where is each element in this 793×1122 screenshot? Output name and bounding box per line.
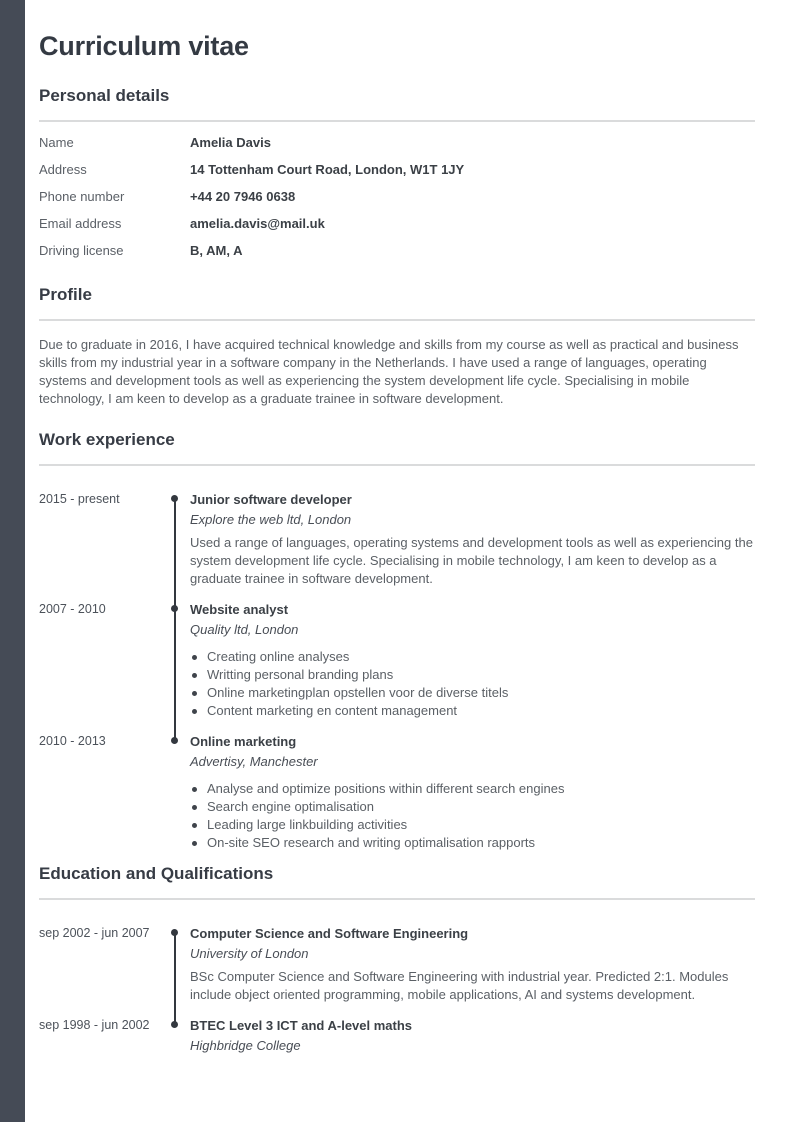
work-experience-entry bbox=[39, 490, 755, 600]
personal-details-heading: Personal details bbox=[39, 86, 170, 106]
entry-date-range: sep 2002 - jun 2007 bbox=[39, 926, 150, 941]
profile-heading: Profile bbox=[39, 285, 92, 305]
entry-date-range: 2015 - present bbox=[39, 492, 120, 507]
section-personal-details bbox=[39, 86, 755, 264]
field-label: Address bbox=[39, 162, 87, 178]
timeline-dot-icon bbox=[171, 605, 178, 612]
section-divider bbox=[39, 898, 755, 900]
entry-job-title: Online marketing bbox=[190, 734, 297, 750]
entry-institution: University of London bbox=[190, 946, 309, 962]
entry-institution: Highbridge College bbox=[190, 1038, 301, 1054]
work-experience-timeline bbox=[39, 490, 755, 852]
personal-field-row bbox=[39, 183, 755, 210]
entry-bullet-item: Creating online analyses bbox=[190, 648, 755, 666]
entry-bullet-item: Online marketingplan opstellen voor de diverse titels bbox=[190, 684, 755, 702]
field-label: Driving license bbox=[39, 243, 124, 259]
section-divider bbox=[39, 120, 755, 122]
cv-document bbox=[39, 0, 755, 1056]
page-margin-strip bbox=[0, 0, 25, 1122]
entry-bullet-item: Leading large linkbuilding activities bbox=[190, 816, 755, 834]
field-value: +44 20 7946 0638 bbox=[190, 189, 296, 205]
section-divider bbox=[39, 464, 755, 466]
entry-date-range: 2007 - 2010 bbox=[39, 602, 106, 617]
education-timeline bbox=[39, 924, 755, 1056]
field-label: Name bbox=[39, 135, 74, 151]
timeline-connector-line bbox=[174, 498, 176, 609]
field-label: Email address bbox=[39, 216, 122, 232]
entry-bullet-item: On-site SEO research and writing optimalisation rapports bbox=[190, 834, 755, 852]
field-value: Amelia Davis bbox=[190, 135, 271, 151]
entry-description: Used a range of languages, operating systems and development tools as well as experiencing the system development life cycle. Specialising in mobile technology, I am keen to develop as a graduate trainee in software development. bbox=[190, 535, 753, 587]
personal-details-table bbox=[39, 129, 755, 264]
entry-organization: Quality ltd, London bbox=[190, 622, 299, 638]
entry-degree-title: Computer Science and Software Engineering bbox=[190, 926, 469, 942]
timeline-dot-icon bbox=[171, 929, 178, 936]
personal-field-row bbox=[39, 129, 755, 156]
profile-text: Due to graduate in 2016, I have acquired technical knowledge and skills from my course as well as practical and business skills from my industrial year in a software company in the Netherlands. I have used a range of languages, operating systems and development tools as well as experiencing the system development life cycle. Specialising in mobile technology, I am keen to develop as a graduate trainee in software development. bbox=[39, 337, 739, 407]
education-entry bbox=[39, 924, 755, 1016]
timeline-dot-icon bbox=[171, 737, 178, 744]
entry-bullet-item: Content marketing en content management bbox=[190, 702, 755, 720]
work-experience-entry bbox=[39, 732, 755, 852]
entry-bullet-list bbox=[190, 648, 755, 720]
field-value: amelia.davis@mail.uk bbox=[190, 216, 325, 232]
section-profile bbox=[39, 285, 755, 408]
timeline-dot-icon bbox=[171, 1021, 178, 1028]
timeline-connector-line bbox=[174, 608, 176, 741]
timeline-dot-icon bbox=[171, 495, 178, 502]
field-value: B, AM, A bbox=[190, 243, 243, 259]
personal-field-row bbox=[39, 156, 755, 183]
entry-job-title: Website analyst bbox=[190, 602, 289, 618]
page-title: Curriculum vitae bbox=[39, 31, 249, 61]
education-entry bbox=[39, 1016, 755, 1056]
personal-field-row bbox=[39, 210, 755, 237]
section-work-experience bbox=[39, 430, 755, 852]
entry-degree-title: BTEC Level 3 ICT and A-level maths bbox=[190, 1018, 413, 1034]
entry-description: BSc Computer Science and Software Engineering with industrial year. Predicted 2:1. Modules include object oriented programming, mobile applications, AI and systems development. bbox=[190, 969, 729, 1003]
education-heading: Education and Qualifications bbox=[39, 864, 274, 884]
entry-organization: Advertisy, Manchester bbox=[190, 754, 318, 770]
section-education bbox=[39, 864, 755, 1056]
entry-bullet-item: Writting personal branding plans bbox=[190, 666, 755, 684]
personal-field-row bbox=[39, 237, 755, 264]
timeline-connector-line bbox=[174, 932, 176, 1025]
entry-bullet-list bbox=[190, 780, 755, 852]
work-experience-heading: Work experience bbox=[39, 430, 175, 450]
field-value: 14 Tottenham Court Road, London, W1T 1JY bbox=[190, 162, 465, 178]
entry-bullet-item: Search engine optimalisation bbox=[190, 798, 755, 816]
work-experience-entry bbox=[39, 600, 755, 732]
entry-job-title: Junior software developer bbox=[190, 492, 352, 508]
section-divider bbox=[39, 319, 755, 321]
entry-bullet-item: Analyse and optimize positions within different search engines bbox=[190, 780, 755, 798]
entry-organization: Explore the web ltd, London bbox=[190, 512, 352, 528]
field-label: Phone number bbox=[39, 189, 125, 205]
entry-date-range: sep 1998 - jun 2002 bbox=[39, 1018, 150, 1033]
entry-date-range: 2010 - 2013 bbox=[39, 734, 106, 749]
